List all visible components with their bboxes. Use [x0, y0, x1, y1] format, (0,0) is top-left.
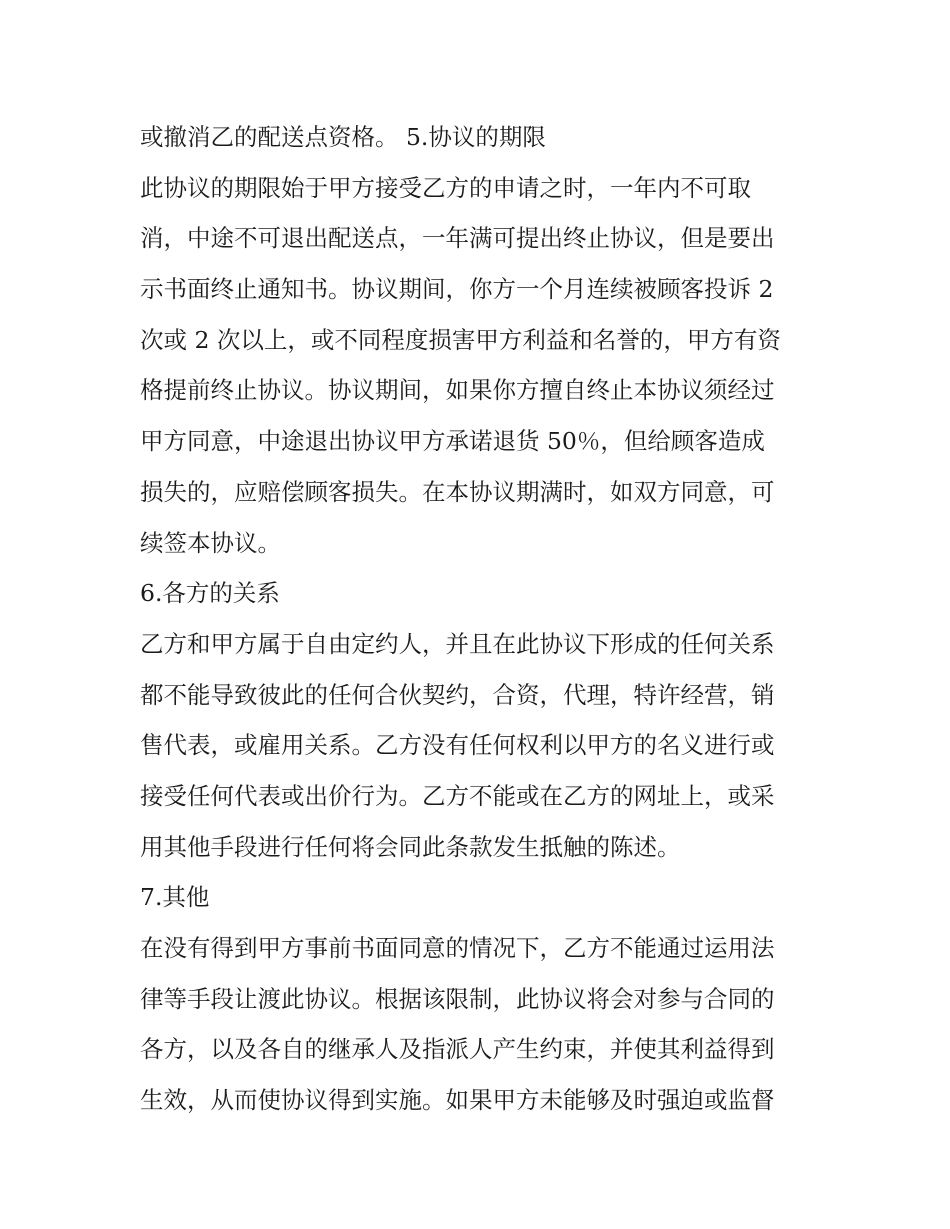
section-heading-other: 7.其他	[140, 883, 210, 912]
section-heading-relationship: 6.各方的关系	[140, 579, 280, 608]
text-line: 损失的，应赔偿顾客损失。在本协议期满时，如双方同意，可	[140, 477, 775, 506]
text-line: 律等手段让渡此协议。根据该限制，此协议将会对参与合同的	[140, 984, 775, 1013]
text-line: 接受任何代表或出价行为。乙方不能或在乙方的网址上，或采	[140, 781, 775, 810]
text-line: 次或 2 次以上，或不同程度损害甲方利益和名誉的，甲方有资	[140, 325, 781, 354]
text-line: 用其他手段进行任何将会同此条款发生抵触的陈述。	[140, 832, 681, 861]
text-line: 示书面终止通知书。协议期间，你方一个月连续被顾客投诉 2	[140, 275, 774, 304]
text-line: 消，中途不可退出配送点，一年满可提出终止协议，但是要出	[140, 224, 775, 253]
document-body	[140, 112, 830, 1126]
text-line: 格提前终止协议。协议期间，如果你方擅自终止本协议须经过	[140, 376, 775, 405]
text-line: 在没有得到甲方事前书面同意的情况下，乙方不能通过运用法	[140, 934, 775, 962]
text-line: 都不能导致彼此的任何合伙契约，合资，代理，特许经营，销	[140, 680, 775, 709]
text-line: 生效，从而使协议得到实施。如果甲方未能够及时强迫或监督	[140, 1086, 775, 1115]
text-line: 售代表，或雇用关系。乙方没有任何权利以甲方的名义进行或	[140, 731, 775, 760]
text-line-termination-clause: 或撤消乙的配送点资格。 5.协议的期限	[140, 123, 546, 151]
text-line: 续签本协议。	[140, 528, 281, 557]
text-line: 各方，以及各自的继承人及指派人产生约束，并使其利益得到	[140, 1035, 775, 1064]
text-line: 乙方和甲方属于自由定约人，并且在此协议下形成的任何关系	[140, 629, 775, 658]
text-line: 甲方同意，中途退出协议甲方承诺退货 50％，但给顾客造成	[140, 427, 765, 456]
text-line: 此协议的期限始于甲方接受乙方的申请之时，一年内不可取	[140, 173, 751, 202]
